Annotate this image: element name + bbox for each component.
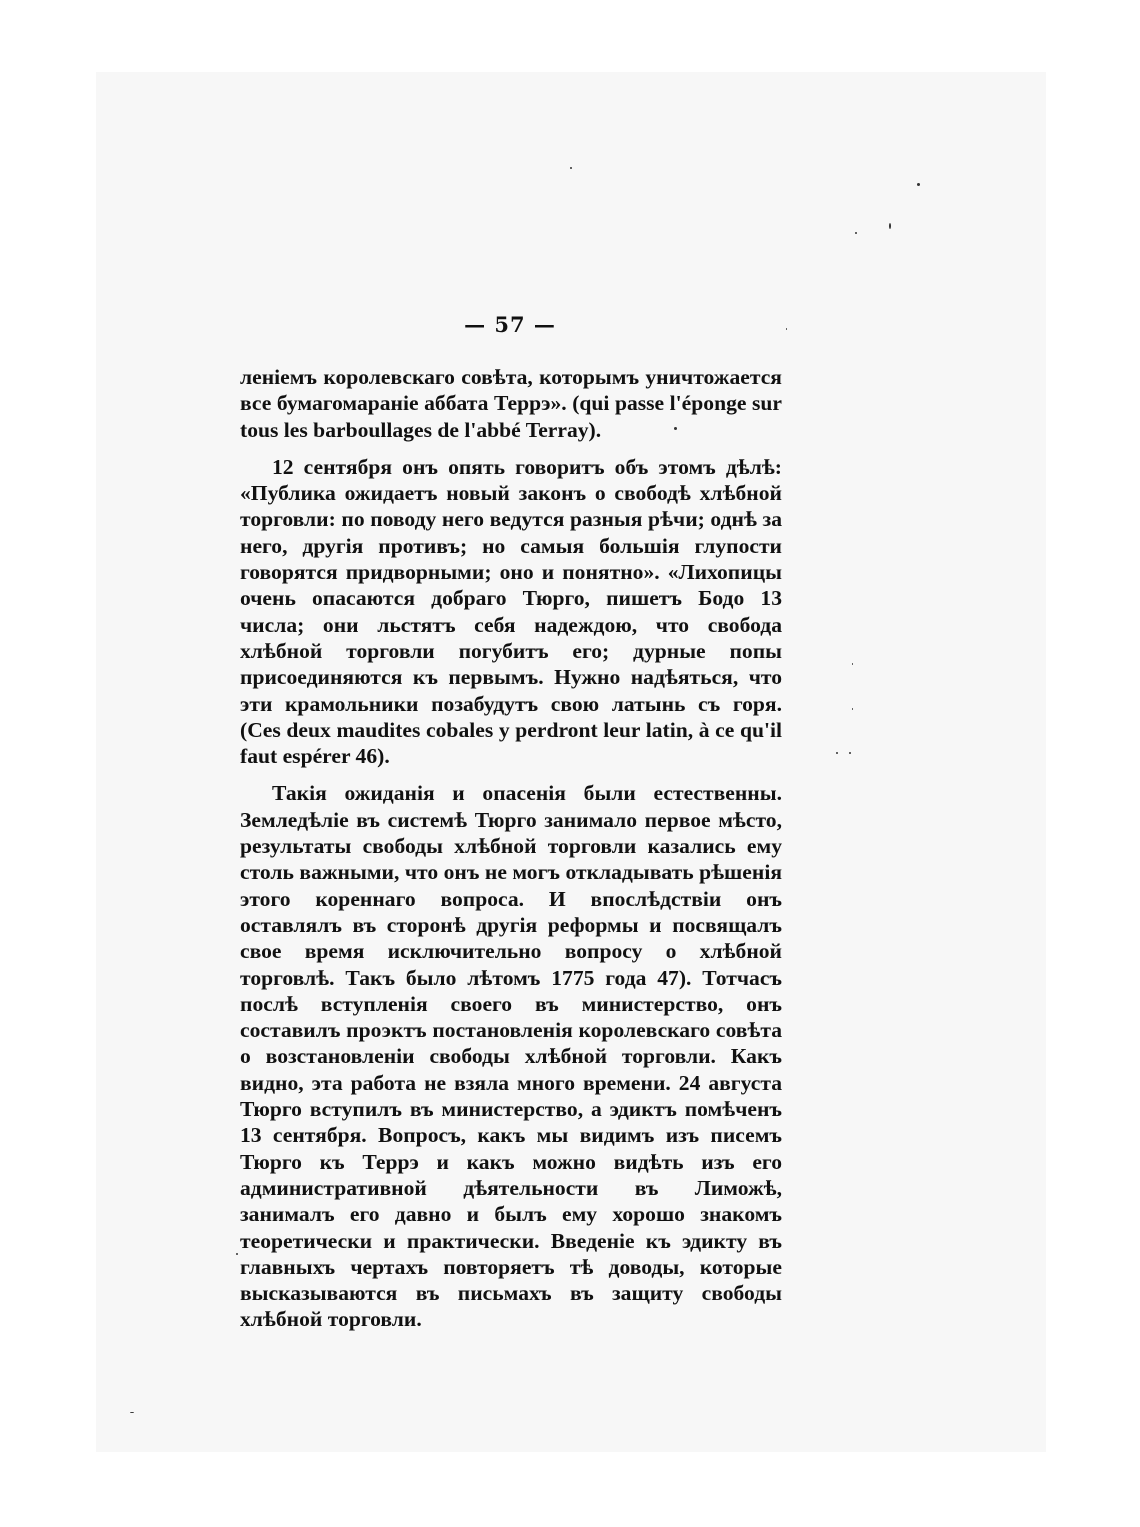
scan-speck <box>130 1412 134 1413</box>
scan-speck <box>852 708 853 710</box>
paragraph-3: Такiя ожиданiя и опасенiя были естественны. Земледѣлiе въ системѣ Тюрго занимало первое мѣсто, результаты свободы хлѣбной торговли казались ему столь важными, что онъ не могъ откладывать рѣшенiя этого кореннаго вопроса. И впослѣдствiи онъ оставлялъ въ сторонѣ другiя реформы и посвящалъ свое время исключительно вопросу о хлѣбной торговлѣ. Такъ было лѣтомъ 1775 года 47). Тотчасъ послѣ вступленiя своего въ министерство, онъ составилъ проэктъ постановленiя королевскаго совѣта о возстановленiи свободы хлѣбной торговли. Какъ видно, эта работа не взяла много времени. 24 августа Тюрго вступилъ въ министерство, а эдиктъ помѣченъ 13 сентября. Вопросъ, какъ мы видимъ изъ писемъ Тюрго къ Террэ и какъ можно видѣть изъ его административной дѣятельности въ Лиможѣ, занималъ его давно и былъ ему хорошо знакомъ теоретически и практически. Введенiе къ эдикту въ главныхъ чертахъ повторяетъ тѣ доводы, которые высказываются въ письмахъ въ защиту свободы хлѣбной торговли. <box>240 781 782 1332</box>
scan-speck <box>786 328 787 330</box>
body-text <box>240 364 782 1333</box>
scan-speck <box>849 752 851 754</box>
scan-speck <box>570 167 572 169</box>
scan-speck <box>855 232 857 234</box>
scan-speck <box>852 663 853 665</box>
page-number: — 57 — <box>464 312 556 337</box>
scan-speck <box>674 427 677 430</box>
scan-speck <box>889 223 891 229</box>
paragraph-2: 12 сентября онъ опять говоритъ объ этомъ дѣлѣ: «Публика ожидаетъ новый законъ о свободѣ хлѣбной торговли: по поводу него ведутся разныя рѣчи; однѣ за него, другiя противъ; но самыя большiя глупости говорятся придворными; оно и понятно». «Лихопицы очень опасаются добраго Тюрго, пишетъ Бодо 13 числа; они льстятъ себя надеждою, что свобода хлѣбной торговли погубитъ его; дурные попы присоединяются къ первымъ. Нужно надѣяться, что эти крамольники позабудутъ свою латынь съ горя. (Ces deux maudites cobales y perdront leur latin, à ce qu'il faut espérer 46). <box>240 454 782 769</box>
scan-speck <box>917 183 920 186</box>
scan-speck <box>236 1253 238 1255</box>
scan-speck <box>836 752 838 754</box>
paragraph-1: ленiемъ королевскаго совѣта, которымъ уничтожается все бумагомаранiе аббата Террэ». (qui passe l'éponge sur tous les barboullages de l'abbé Terray). <box>240 365 782 442</box>
